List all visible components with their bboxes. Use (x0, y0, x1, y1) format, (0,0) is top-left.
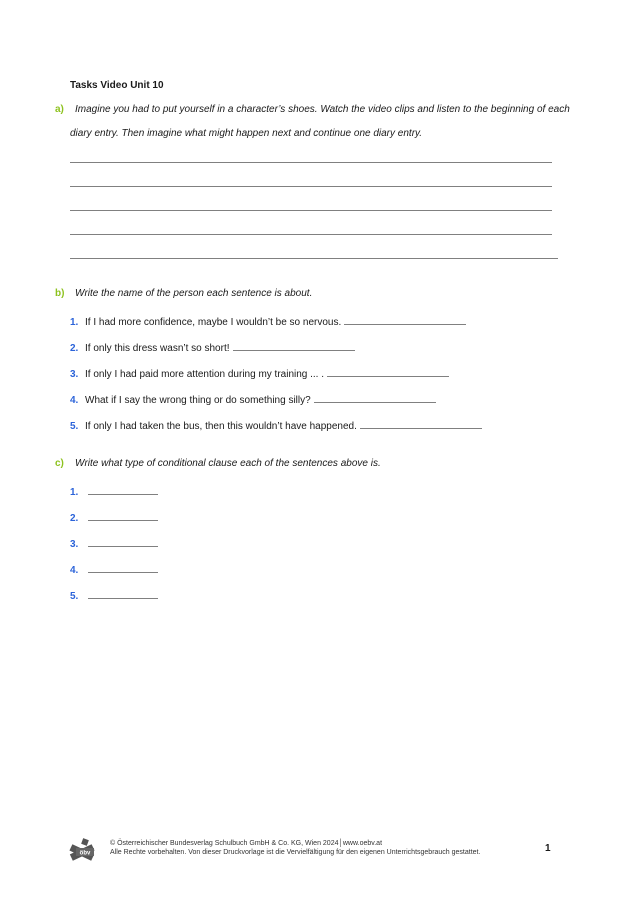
answer-blank[interactable] (88, 511, 158, 521)
footer-line-2: Alle Rechte vorbehalten. Von dieser Druckvorlage ist die Vervielfältigung für den eigenen Unterrichtsgebrauch gestattet. (110, 849, 481, 856)
section-a-instruction-1: Imagine you had to put yourself in a character’s shoes. Watch the video clips and listen to the beginning of each (75, 104, 570, 115)
section-a-instruction-2: diary entry. Then imagine what might happen next and continue one diary entry. (70, 128, 423, 139)
item-number: 4. (70, 565, 79, 576)
answer-line-3[interactable] (70, 210, 552, 211)
page-title: Tasks Video Unit 10 (70, 80, 164, 91)
list-item (70, 511, 158, 524)
item-text: If only I had taken the bus, then this wouldn’t have happened. (85, 421, 357, 432)
item-number: 5. (70, 591, 79, 602)
list-item (70, 485, 158, 498)
section-a-label: a) (55, 104, 64, 115)
answer-line-5[interactable] (70, 258, 558, 259)
section-b-label: b) (55, 288, 65, 299)
list-item (70, 341, 355, 354)
answer-line-1[interactable] (70, 162, 552, 163)
item-text: If only this dress wasn’t so short! (85, 343, 230, 354)
item-number: 1. (70, 317, 79, 328)
list-item (70, 537, 158, 550)
list-item (70, 563, 158, 576)
page-number: 1 (545, 843, 551, 854)
answer-blank[interactable] (233, 341, 355, 351)
footer-copyright (110, 839, 480, 857)
answer-blank[interactable] (88, 563, 158, 573)
section-b-instruction: Write the name of the person each sentence is about. (75, 288, 313, 299)
item-number: 3. (70, 539, 79, 550)
answer-blank[interactable] (327, 367, 449, 377)
answer-blank[interactable] (360, 419, 482, 429)
item-text: If only I had paid more attention during my training ... . (85, 369, 325, 380)
item-number: 5. (70, 421, 79, 432)
item-number: 4. (70, 395, 79, 406)
answer-line-4[interactable] (70, 234, 552, 235)
list-item (70, 393, 436, 406)
answer-blank[interactable] (88, 537, 158, 547)
svg-text:öbv: öbv (79, 850, 91, 857)
answer-blank[interactable] (344, 315, 466, 325)
item-text: What if I say the wrong thing or do something silly? (85, 395, 311, 406)
item-number: 3. (70, 369, 79, 380)
section-c-instruction: Write what type of conditional clause each of the sentences above is. (75, 458, 381, 469)
list-item (70, 315, 466, 328)
list-item (70, 419, 482, 432)
footer-line-1: © Österreichischer Bundesverlag Schulbuch GmbH & Co. KG, Wien 2024│www.oebv.at (110, 840, 383, 847)
answer-blank[interactable] (88, 589, 158, 599)
item-number: 2. (70, 343, 79, 354)
item-number: 2. (70, 513, 79, 524)
list-item (70, 367, 449, 380)
publisher-logo-icon (66, 838, 98, 866)
item-text: If I had more confidence, maybe I wouldn’t be so nervous. (85, 317, 342, 328)
answer-blank[interactable] (88, 485, 158, 495)
section-c-label: c) (55, 458, 64, 469)
answer-line-2[interactable] (70, 186, 552, 187)
item-number: 1. (70, 487, 79, 498)
list-item (70, 589, 158, 602)
answer-blank[interactable] (314, 393, 436, 403)
